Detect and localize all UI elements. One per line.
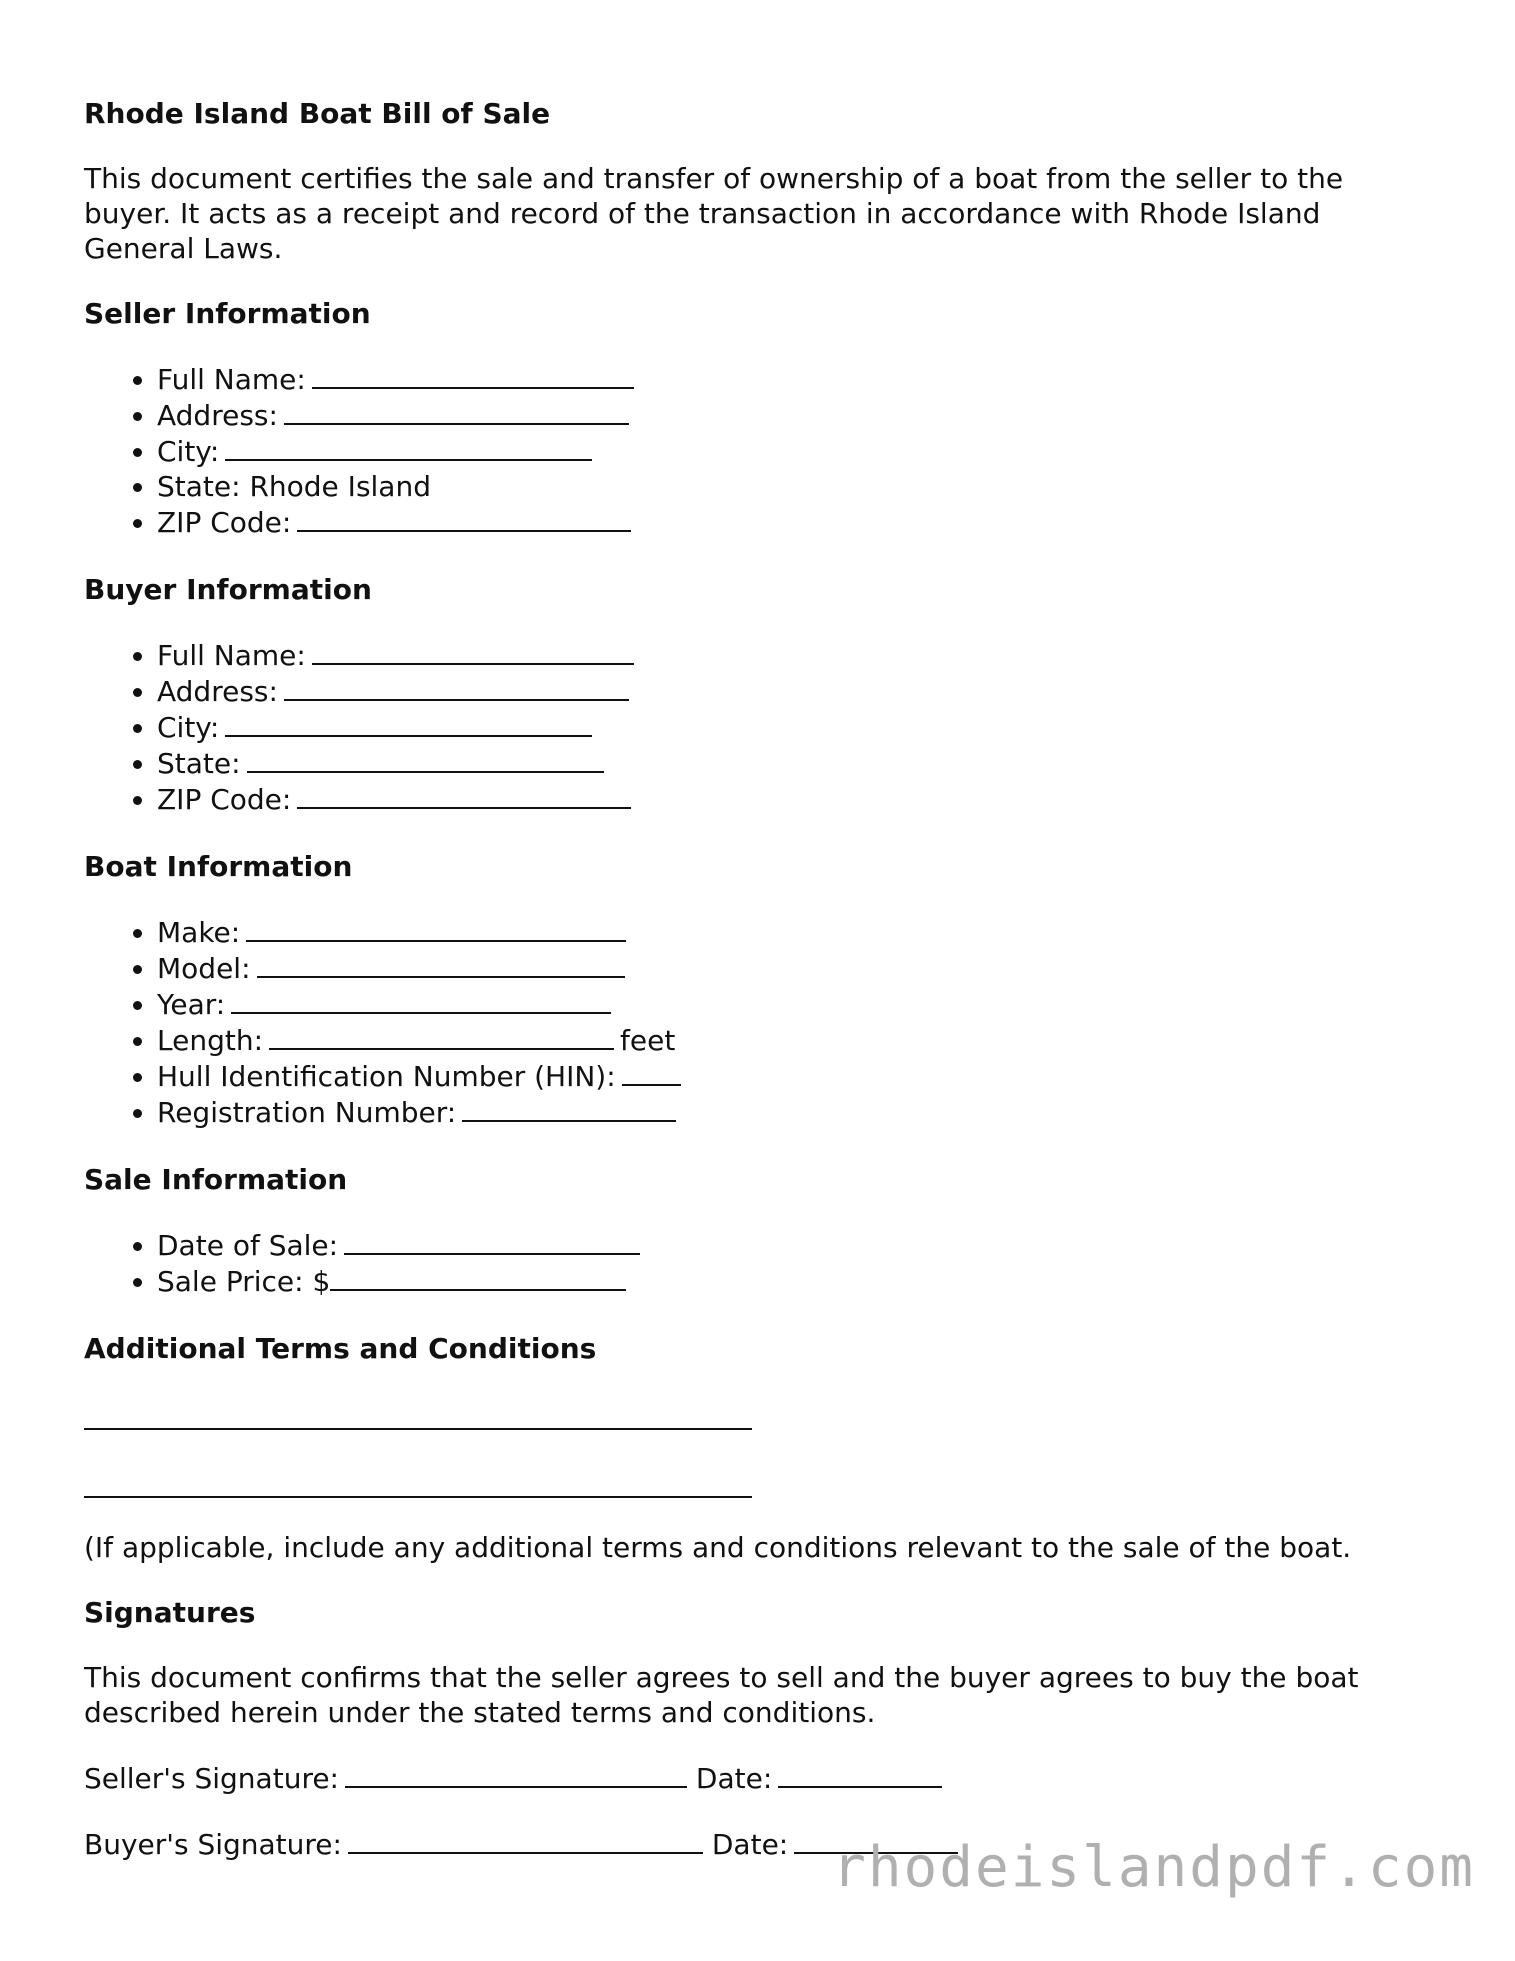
terms-heading: Additional Terms and Conditions [84, 1332, 597, 1365]
seller-address-label: Address: [157, 399, 278, 432]
seller-date-label: Date: [695, 1762, 773, 1795]
seller-city-field[interactable] [225, 433, 592, 461]
seller-full-name-label: Full Name: [157, 363, 306, 396]
seller-city-label: City: [157, 435, 220, 468]
buyer-zip-field[interactable] [297, 781, 631, 809]
intro-paragraph: This document certifies the sale and transfer of ownership of a boat from the seller to the buyer. It acts as a receipt and record of the transaction in accordance with Rhode Island General Laws. [84, 162, 1344, 265]
sale-price-field[interactable] [330, 1263, 626, 1291]
boat-year-field[interactable] [231, 986, 611, 1014]
seller-signature-row [84, 1760, 1435, 1796]
boat-length-unit: feet [620, 1024, 676, 1057]
buyer-full-name-field[interactable] [312, 637, 634, 665]
boat-hin-field[interactable] [622, 1058, 681, 1086]
terms-line-2[interactable] [84, 1496, 752, 1498]
list-item [157, 709, 1435, 745]
boat-model-field[interactable] [257, 950, 625, 978]
boat-model-label: Model: [157, 952, 251, 985]
boat-make-field[interactable] [246, 914, 626, 942]
buyer-city-label: City: [157, 711, 220, 744]
list-item [157, 914, 1435, 950]
seller-date-field[interactable] [778, 1760, 942, 1788]
list-item [157, 397, 1435, 433]
seller-full-name-field[interactable] [312, 361, 634, 389]
list-item [157, 673, 1435, 709]
seller-list [84, 361, 1435, 540]
boat-list [84, 914, 1435, 1130]
list-item [157, 1058, 1435, 1094]
list-item [157, 433, 1435, 469]
buyer-address-label: Address: [157, 675, 278, 708]
boat-year-label: Year: [157, 988, 226, 1021]
list-item [157, 1094, 1435, 1130]
buyer-signature-field[interactable] [348, 1826, 703, 1854]
seller-zip-field[interactable] [297, 504, 631, 532]
buyer-state-field[interactable] [247, 745, 604, 773]
terms-lines [84, 1428, 1435, 1498]
seller-zip-label: ZIP Code: [157, 506, 292, 539]
list-item [157, 950, 1435, 986]
seller-signature-field[interactable] [345, 1760, 687, 1788]
document-title: Rhode Island Boat Bill of Sale [84, 97, 551, 130]
sale-price-label: Sale Price: $ [157, 1265, 331, 1298]
sale-date-field[interactable] [344, 1227, 640, 1255]
list-item [157, 469, 1435, 504]
list-item [157, 504, 1435, 540]
boat-make-label: Make: [157, 916, 241, 949]
watermark: rhodeislandpdf.com [832, 1835, 1475, 1900]
boat-heading: Boat Information [84, 850, 353, 883]
boat-hin-label: Hull Identification Number (HIN): [157, 1060, 616, 1093]
buyer-heading: Buyer Information [84, 573, 372, 606]
seller-signature-label: Seller's Signature: [84, 1762, 339, 1795]
boat-registration-label: Registration Number: [157, 1096, 457, 1129]
boat-length-label: Length: [157, 1024, 264, 1057]
list-item [157, 361, 1435, 397]
signatures-paragraph: This document confirms that the seller agrees to sell and the buyer agrees to buy the boat described herein under the stated terms and conditions. [84, 1661, 1359, 1729]
seller-address-field[interactable] [284, 397, 629, 425]
list-item [157, 637, 1435, 673]
buyer-address-field[interactable] [284, 673, 629, 701]
sale-heading: Sale Information [84, 1163, 348, 1196]
list-item [157, 986, 1435, 1022]
buyer-date-label: Date: [711, 1828, 789, 1861]
boat-length-field[interactable] [269, 1022, 614, 1050]
list-item [157, 745, 1435, 781]
buyer-city-field[interactable] [225, 709, 592, 737]
terms-line-1[interactable] [84, 1428, 752, 1430]
list-item [157, 1263, 1435, 1299]
seller-heading: Seller Information [84, 297, 371, 330]
buyer-zip-label: ZIP Code: [157, 783, 292, 816]
buyer-signature-label: Buyer's Signature: [84, 1828, 342, 1861]
signatures-heading: Signatures [84, 1596, 256, 1629]
buyer-list [84, 637, 1435, 817]
buyer-full-name-label: Full Name: [157, 639, 306, 672]
list-item [157, 781, 1435, 817]
list-item [157, 1022, 1435, 1058]
seller-state-label: State: Rhode Island [157, 470, 431, 503]
buyer-state-label: State: [157, 747, 241, 780]
sale-list [84, 1227, 1435, 1299]
list-item [157, 1227, 1435, 1263]
sale-date-label: Date of Sale: [157, 1229, 339, 1262]
terms-note: (If applicable, include any additional terms and conditions relevant to the sale of the boat. [84, 1531, 1352, 1564]
boat-registration-field[interactable] [462, 1094, 676, 1122]
